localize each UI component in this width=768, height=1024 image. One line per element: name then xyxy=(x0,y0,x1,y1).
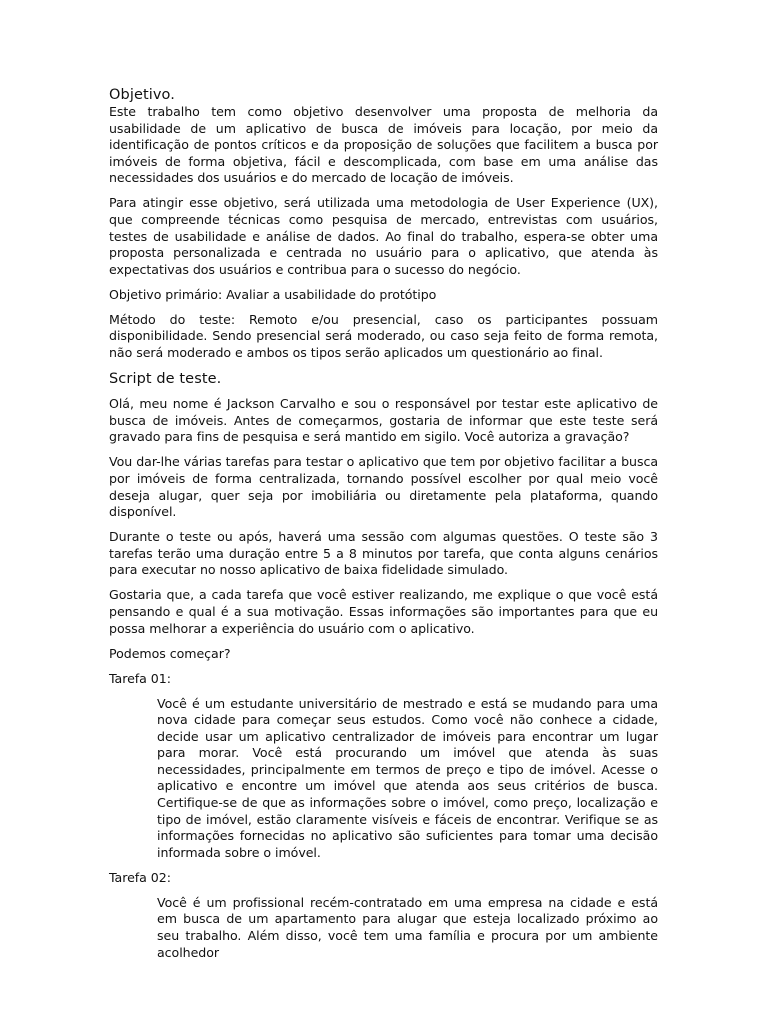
task-1-label: Tarefa 01: xyxy=(109,670,171,686)
task-2-label: Tarefa 02: xyxy=(109,869,171,885)
script-paragraph-3: Durante o teste ou após, haverá uma sessão com algumas questões. O teste são 3 tarefas terão uma duração entre 5 a 8 minutos por tarefa, que conta alguns cenários para executar no nosso aplicativo de baixa fidelidade simulado. xyxy=(109,529,658,578)
objective-heading: Objetivo. xyxy=(109,87,175,103)
objective-paragraph-2: Para atingir esse objetivo, será utilizada uma metodologia de User Experience (UX), que compreende técnicas como pesquisa de mercado, entrevistas com usuários, testes de usabilidade e análise de dados. Ao final do trabalho, espera-se obter uma proposta personalizada e centrada no usuário para o aplicativo, que atenda às expectativas dos usuários e contribua para o sucesso do negócio. xyxy=(109,195,658,277)
script-question: Podemos começar? xyxy=(109,645,231,661)
script-paragraph-2: Vou dar-lhe várias tarefas para testar o aplicativo que tem por objetivo facilitar a busca por imóveis de forma centralizada, tornando possível escolher por qual meio você deseja alugar, quer seja por imobiliária ou diretamente pela plataforma, quando disponível. xyxy=(109,454,658,520)
primary-objective: Objetivo primário: Avaliar a usabilidade do protótipo xyxy=(109,286,437,302)
objective-paragraph-1: Este trabalho tem como objetivo desenvolver uma proposta de melhoria da usabilidade de um aplicativo de busca de imóveis para locação, por meio da identificação de pontos críticos e da proposição de soluções que facilitem a busca por imóveis de forma objetiva, fácil e descomplicada, com base em uma análise das necessidades dos usuários e do mercado de locação de imóveis. xyxy=(109,104,658,186)
task-2-description: Você é um profissional recém-contratado em uma empresa na cidade e está em busca de um apartamento para alugar que esteja localizado próximo ao seu trabalho. Além disso, você tem uma família e procura por um ambiente acolhedor xyxy=(157,894,658,960)
script-heading: Script de teste. xyxy=(109,370,222,387)
task-1-description: Você é um estudante universitário de mestrado e está se mudando para uma nova cidade para começar seus estudos. Como você não conhece a cidade, decide usar um aplicativo centralizador de imóveis para encontrar um lugar para morar. Você está procurando um imóvel que atenda às suas necessidades, principalmente em termos de preço e tipo de imóvel. Acesse o aplicativo e encontre um imóvel que atenda aos seus critérios de busca. Certifique-se de que as informações sobre o imóvel, como preço, localização e tipo de imóvel, estão claramente visíveis e fáceis de encontrar. Verifique se as informações fornecidas no aplicativo são suficientes para tomar uma decisão informada sobre o imóvel. xyxy=(157,695,658,860)
test-method: Método do teste: Remoto e/ou presencial, caso os participantes possuam disponibilidade. Sendo presencial será moderado, ou caso seja feito de forma remota, não será moderado e ambos os tipos serão aplicados um questionário ao final. xyxy=(109,311,658,360)
script-paragraph-1: Olá, meu nome é Jackson Carvalho e sou o responsável por testar este aplicativo de busca de imóveis. Antes de começarmos, gostaria de informar que este teste será gravado para fins de pesquisa e será mantido em sigilo. Você autoriza a gravação? xyxy=(109,396,658,445)
script-paragraph-4: Gostaria que, a cada tarefa que você estiver realizando, me explique o que você está pensando e qual é a sua motivação. Essas informações são importantes para que eu possa melhorar a experiência do usuário com o aplicativo. xyxy=(109,587,658,636)
